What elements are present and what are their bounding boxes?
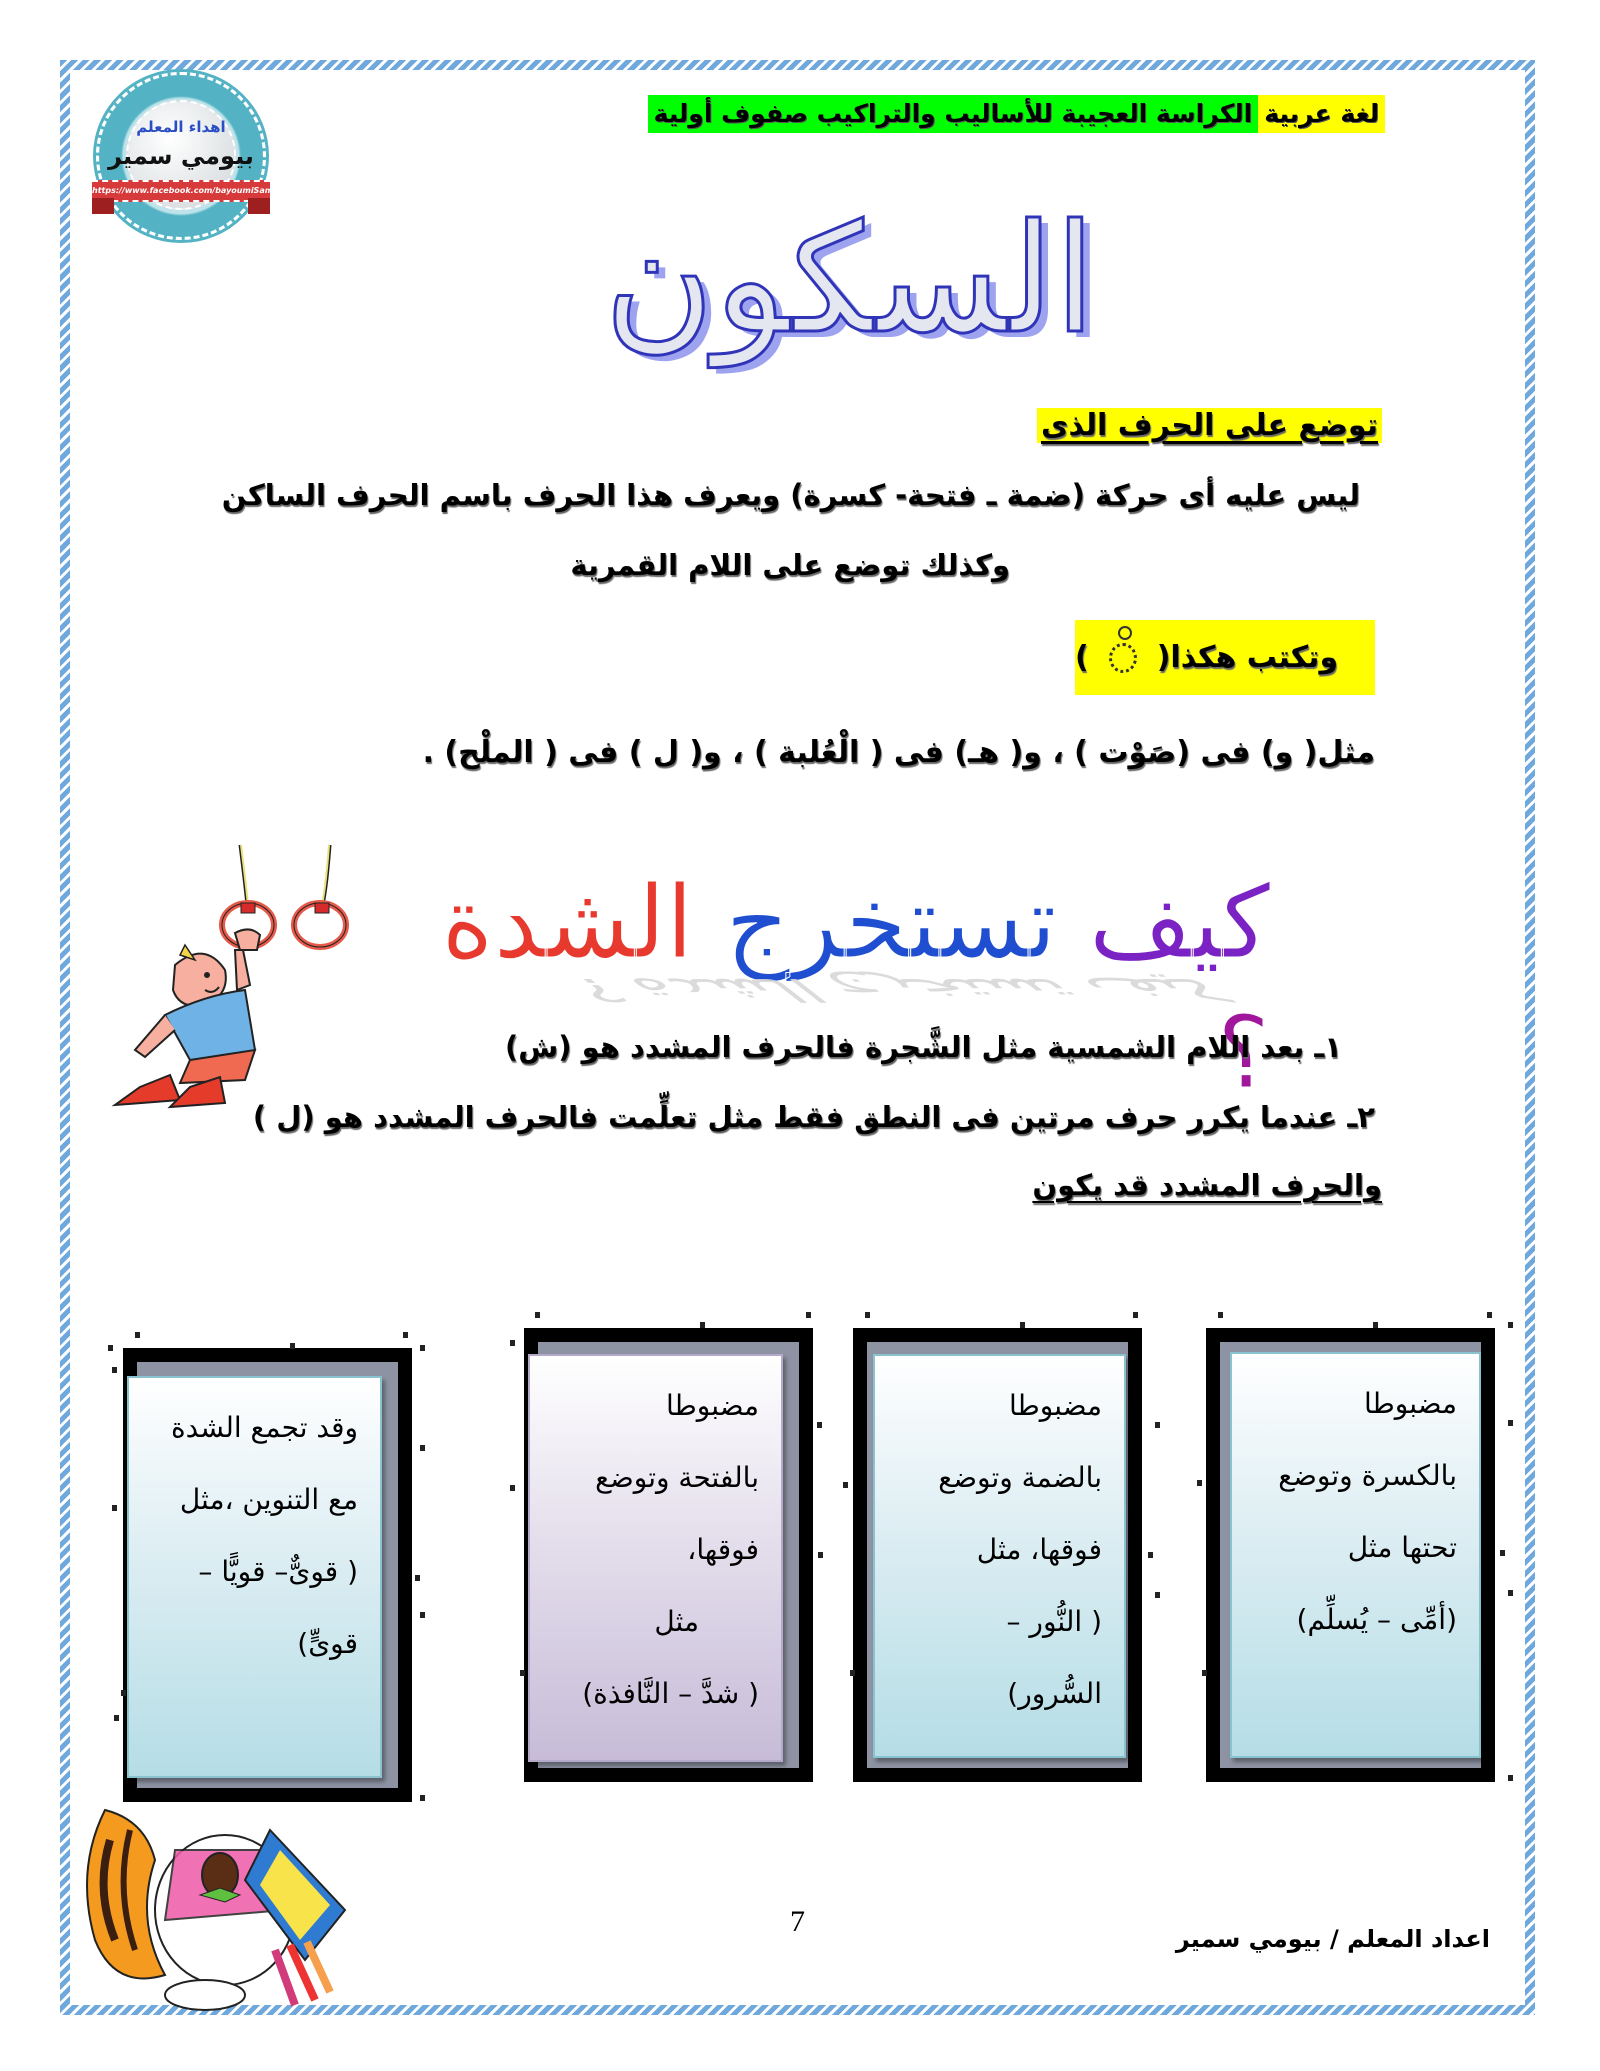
decor-dot (420, 1795, 425, 1801)
card-line: ( النُّور – (1006, 1605, 1102, 1638)
card-line: بالكسرة وتوضع (1278, 1459, 1457, 1492)
page-title: السكون (604, 193, 1096, 367)
badge-ribbon-link: https://www.facebook.com/bayoumiSamir (92, 180, 270, 202)
card-line: (أمِّى – يُسلِّم) (1296, 1603, 1457, 1636)
decor-dot (1487, 1312, 1492, 1318)
decor-dot (290, 1343, 295, 1349)
decor-dot (1155, 1592, 1160, 1598)
decor-dot (817, 1422, 822, 1428)
card-line: ( شدَّ – النَّافذة) (582, 1677, 759, 1710)
card-line: بالضمة وتوضع (938, 1461, 1102, 1494)
card-tanween (125, 1350, 410, 1800)
decor-dot (535, 1312, 540, 1318)
card-line: ( قوىٌّ– قويًّا – (198, 1555, 358, 1588)
decor-dot (510, 1485, 515, 1491)
card-damma (855, 1330, 1140, 1780)
decor-dot (415, 1575, 420, 1581)
decor-dot (700, 1322, 705, 1328)
decor-dot (420, 1445, 425, 1451)
shadda-rule-1: ١ـ بعد اللام الشمسية مثل الشَّجرة فالحرف المشدد هو (ش) (504, 1030, 1342, 1064)
decor-dot (1155, 1422, 1160, 1428)
decor-dot (1508, 1775, 1513, 1781)
sukun-examples: مثل( و) فى (صَوْت ) ، و( هـ) فى ( الْعُلبة ) ، و( ل ) فى ( الملْح) . (422, 735, 1375, 770)
decor-dot (403, 1332, 408, 1338)
card-line: وقد تجمع الشدة (170, 1411, 358, 1444)
decor-dot (108, 1345, 113, 1351)
decor-dot (1508, 1420, 1513, 1426)
sukun-subheading: توضع على الحرف الذى (1037, 408, 1382, 443)
sukun-lunar-lam-note: وكذلك توضع على اللام القمرية (570, 548, 1010, 582)
decor-dot (1148, 1552, 1153, 1558)
shadda-subheading: والحرف المشدد قد يكون (1032, 1168, 1382, 1202)
decor-dot (1500, 1550, 1505, 1556)
decor-dot (1508, 1590, 1513, 1596)
header-subject: لغة عربية (1258, 95, 1385, 133)
decor-dot (112, 1367, 117, 1373)
decor-dot (420, 1345, 425, 1351)
card-fatha (526, 1330, 811, 1780)
decor-dot (121, 1690, 126, 1696)
header-banner (648, 95, 1385, 133)
decor-dot (1373, 1322, 1378, 1328)
boy-on-rings-icon (95, 825, 365, 1110)
card-line: مضبوطا (665, 1389, 759, 1422)
card-line: السُّرور) (1007, 1677, 1102, 1710)
sukun-symbol-icon (1109, 643, 1137, 673)
sukun-written-form (1075, 620, 1375, 695)
squirrel-with-books-icon (75, 1770, 365, 2015)
decor-dot (806, 1312, 811, 1318)
badge-dedication: اهداء المعلم (136, 118, 226, 136)
card-line: تحتها مثل (1347, 1531, 1457, 1564)
decor-dot (1218, 1312, 1223, 1318)
decor-dot (865, 1312, 870, 1318)
footer-author: اعداد المعلم / بيومي سمير (1175, 1925, 1490, 1953)
card-line: مضبوطا (1008, 1389, 1102, 1422)
card-line: مع التنوين ،مثل (179, 1483, 358, 1516)
decor-dot (1202, 1670, 1207, 1676)
card-line: قوىٍّ) (297, 1627, 358, 1660)
shadda-rule-2: ٢ـ عندما يكرر حرف مرتين فى النطق فقط مثل تعلِّمت فالحرف المشدد هو (ل ) (252, 1100, 1375, 1134)
header-title: الكراسة العجيبة للأساليب والتراكيب صفوف أولية (648, 95, 1259, 133)
card-line: فوقها، (687, 1533, 759, 1566)
teacher-badge-logo (92, 72, 280, 240)
decor-dot (510, 1340, 515, 1346)
decor-dot (1133, 1312, 1138, 1318)
written-label: وتكتب هكذا( (1156, 640, 1339, 675)
decor-dot (850, 1670, 855, 1676)
card-kasra (1208, 1330, 1493, 1780)
decor-dot (420, 1612, 425, 1618)
decor-dot (112, 1505, 117, 1511)
sukun-definition: ليس عليه أى حركة (ضمة ـ فتحة- كسرة) ويعرف هذا الحرف باسم الحرف الساكن (221, 478, 1360, 512)
decor-dot (1020, 1322, 1025, 1328)
decor-dot (1197, 1480, 1202, 1486)
page-number: 7 (790, 1905, 805, 1938)
decor-dot (135, 1332, 140, 1338)
decor-dot (818, 1552, 823, 1558)
card-line: مضبوطا (1363, 1387, 1457, 1420)
written-close: ) (1075, 640, 1089, 675)
decor-dot (114, 1715, 119, 1721)
card-line: بالفتحة وتوضع (595, 1461, 759, 1494)
card-line: مثل (654, 1605, 699, 1638)
decor-dot (1508, 1322, 1513, 1328)
decor-dot (843, 1482, 848, 1488)
shadda-heading-reflection: كيف تستخرج الشدة ؟ (556, 971, 1244, 1009)
card-line: فوقها، مثل (976, 1533, 1102, 1566)
badge-teacher-name: بيومي سمير (108, 142, 254, 170)
shadda-heading: كيف تستخرج الشدة ؟ (441, 864, 1270, 1111)
decor-dot (520, 1670, 525, 1676)
